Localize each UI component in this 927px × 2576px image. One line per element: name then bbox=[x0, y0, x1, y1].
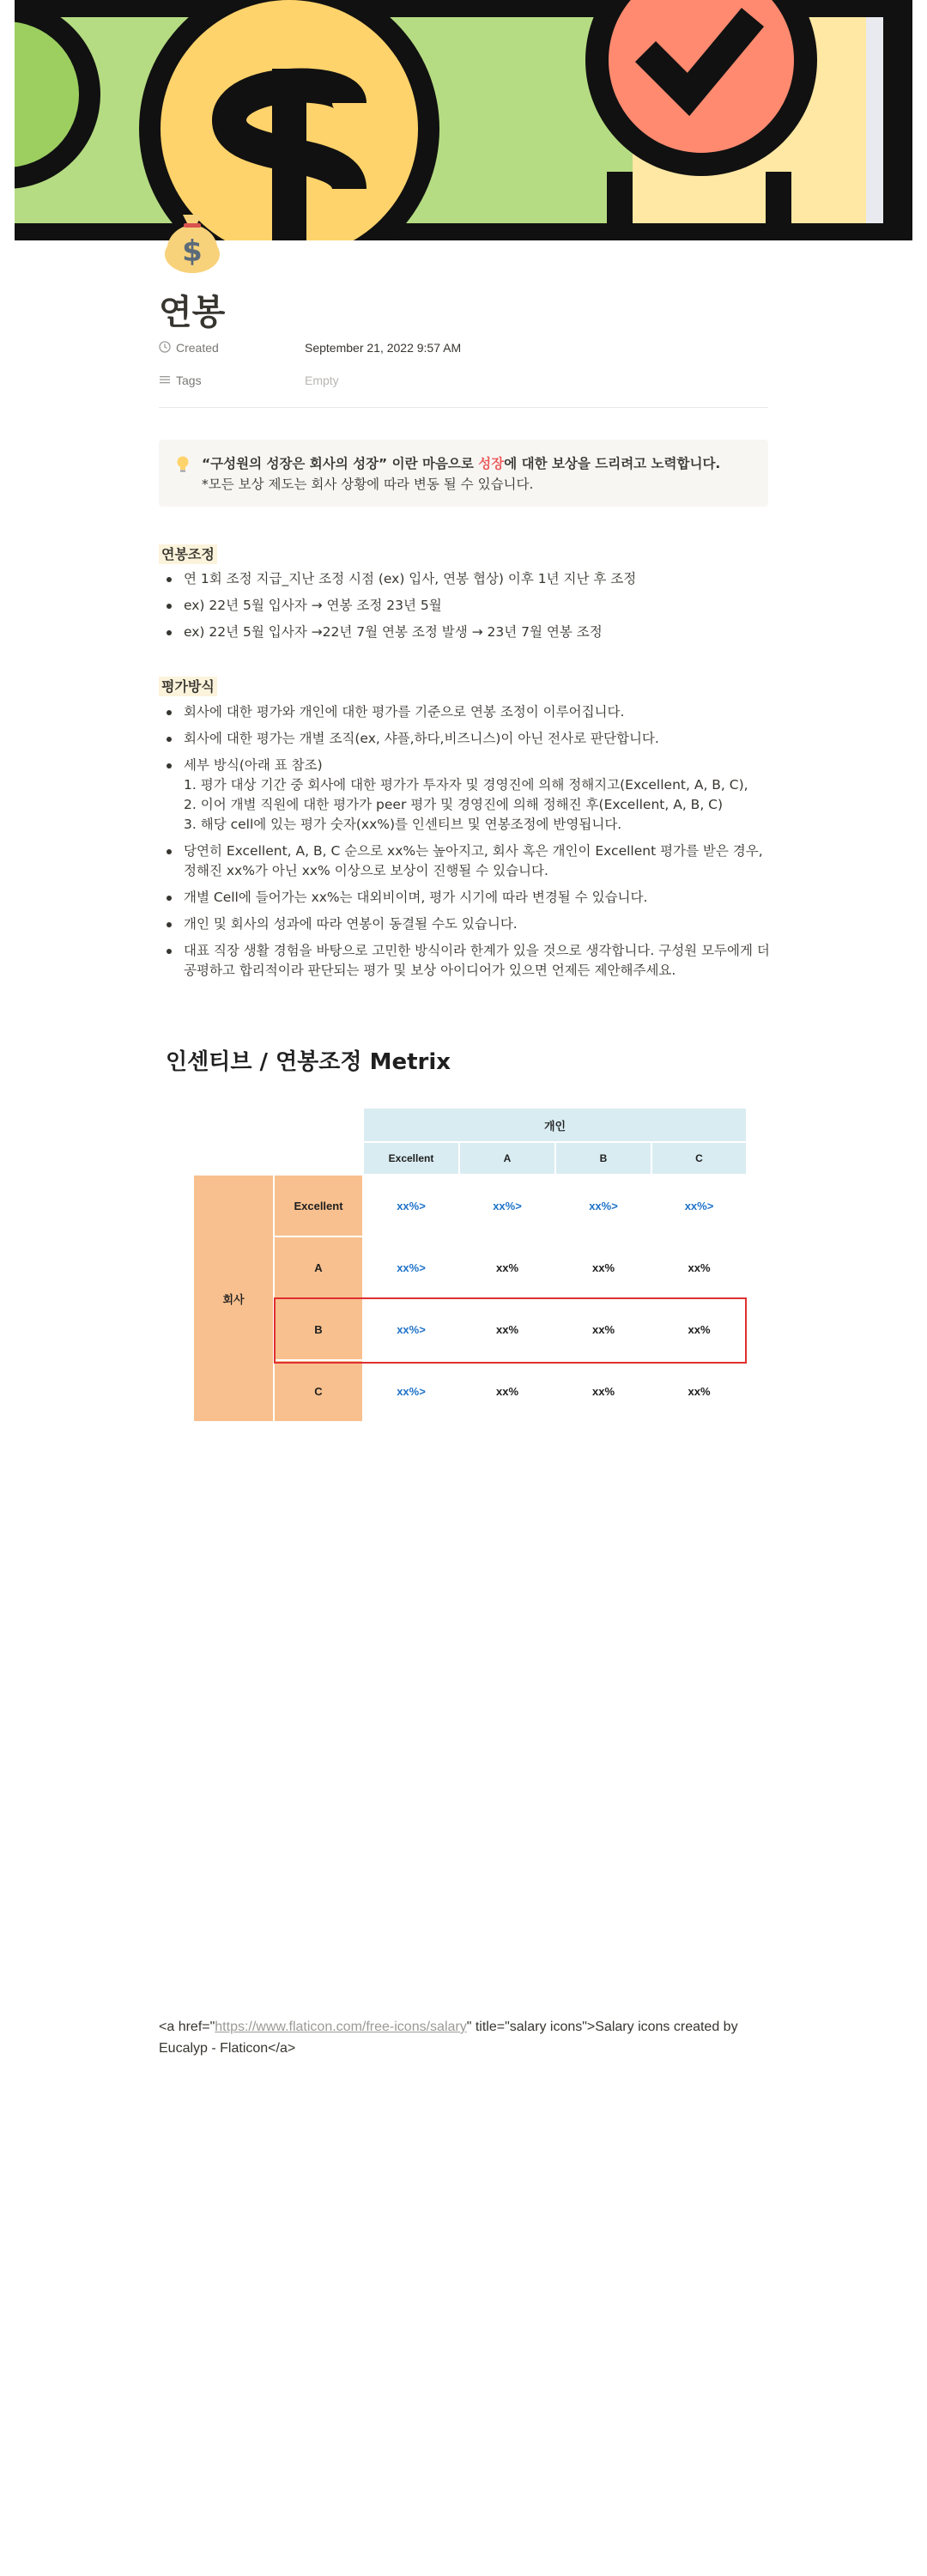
section-title-evaluation-method: 평가방식 bbox=[159, 676, 217, 696]
attribution-link[interactable]: https://www.flaticon.com/free-icons/salary bbox=[215, 2020, 467, 2034]
property-created-value: September 21, 2022 9:57 AM bbox=[305, 341, 462, 355]
matrix-col-header: A bbox=[459, 1142, 555, 1175]
cover-image bbox=[15, 0, 912, 240]
salary-adjustment-list bbox=[159, 569, 777, 649]
list-item bbox=[159, 756, 777, 835]
svg-text:$: $ bbox=[182, 234, 203, 269]
callout-text-highlight: 성장 bbox=[478, 456, 505, 471]
evaluation-method-list bbox=[159, 702, 777, 987]
matrix-cell: xx% bbox=[555, 1360, 651, 1422]
attribution-text bbox=[159, 2016, 768, 2059]
matrix-cell: xx%> bbox=[363, 1175, 459, 1236]
matrix-col-header: C bbox=[651, 1142, 747, 1175]
property-created-label: Created bbox=[176, 341, 219, 355]
money-bag-icon[interactable] bbox=[157, 203, 227, 273]
callout-text-note: *모든 보상 제도는 회사 상황에 따라 변동 될 수 있습니다. bbox=[202, 477, 534, 492]
list-item: 개인 및 회사의 성과에 따라 연봉이 동결될 수도 있습니다. bbox=[159, 914, 777, 934]
matrix-col-header: B bbox=[555, 1142, 651, 1175]
list-icon bbox=[159, 374, 171, 388]
callout-block bbox=[159, 440, 768, 507]
matrix-row-header: B bbox=[274, 1298, 363, 1360]
properties-divider bbox=[159, 407, 768, 408]
list-item-sub: 1. 평가 대상 기간 중 회사에 대한 평가가 투자자 및 경영진에 의해 정해지고(Excellent, A, B, C), bbox=[184, 777, 748, 793]
attribution-part2: " title="salary icons">Salary icons created by Eucalyp - Flaticon</a> bbox=[159, 2020, 738, 2056]
list-item-sub: 3. 해당 cell에 있는 평가 숫자(xx%)를 인센티브 및 연봉조정에 반영됩니다. bbox=[184, 817, 622, 832]
matrix-cell: xx% bbox=[459, 1236, 555, 1298]
matrix-cell: xx% bbox=[651, 1236, 747, 1298]
page-title[interactable]: 연봉 bbox=[159, 293, 226, 332]
list-item: ex) 22년 5월 입사자 → 연봉 조정 23년 5월 bbox=[159, 596, 777, 616]
matrix-cell: xx% bbox=[651, 1298, 747, 1360]
matrix-cell: xx%> bbox=[555, 1175, 651, 1236]
attribution-part1: <a href=" bbox=[159, 2020, 215, 2034]
matrix-cell: xx% bbox=[555, 1298, 651, 1360]
list-item: 연 1회 조정 지급_지난 조정 시점 (ex) 입사, 연봉 협상) 이후 1년 지난 후 조정 bbox=[159, 569, 777, 589]
matrix-cell: xx%> bbox=[459, 1175, 555, 1236]
matrix-row-header: A bbox=[274, 1236, 363, 1298]
list-item-text: 세부 방식(아래 표 참조) bbox=[184, 757, 323, 773]
matrix-cell: xx% bbox=[651, 1360, 747, 1422]
matrix-cell: xx%> bbox=[363, 1236, 459, 1298]
incentive-matrix bbox=[193, 1108, 747, 1417]
list-item: 개별 Cell에 들어가는 xx%는 대외비이며, 평가 시기에 따라 변경될 수 있습니다. bbox=[159, 888, 777, 908]
property-created bbox=[159, 333, 768, 362]
matrix-cell: xx% bbox=[459, 1298, 555, 1360]
property-tags-value[interactable]: Empty bbox=[305, 374, 339, 387]
matrix-col-header: Excellent bbox=[363, 1142, 459, 1175]
list-item: 회사에 대한 평가와 개인에 대한 평가를 기준으로 연봉 조정이 이루어집니다. bbox=[159, 702, 777, 722]
property-tags[interactable] bbox=[159, 366, 768, 395]
clock-icon bbox=[159, 341, 171, 355]
matrix-cell: xx%> bbox=[651, 1175, 747, 1236]
matrix-individual-header: 개인 bbox=[363, 1108, 747, 1142]
list-item: 당연히 Excellent, A, B, C 순으로 xx%는 높아지고, 회사 혹은 개인이 Excellent 평가를 받은 경우, 정해진 xx%가 아닌 xx% 이상으로 보상이 진행될 수 있습니다. bbox=[159, 841, 777, 881]
list-item: 대표 직장 생활 경험을 바탕으로 고민한 방식이라 한계가 있을 것으로 생각합니다. 구성원 모두에게 더 공평하고 합리적이라 판단되는 평가 및 보상 아이디어가 있으면 언제든 제안해주세요. bbox=[159, 941, 777, 981]
list-item: ex) 22년 5월 입사자 →22년 7월 연봉 조정 발생 → 23년 7월 연봉 조정 bbox=[159, 623, 777, 642]
matrix-company-header: 회사 bbox=[193, 1175, 274, 1422]
matrix-cell: xx% bbox=[555, 1236, 651, 1298]
matrix-row-header: C bbox=[274, 1360, 363, 1422]
matrix-cell: xx% bbox=[459, 1360, 555, 1422]
list-item: 회사에 대한 평가는 개별 조직(ex, 샤플,하다,비즈니스)이 아닌 전사로 판단합니다. bbox=[159, 729, 777, 749]
matrix-title: 인센티브 / 연봉조정 Metrix bbox=[166, 1049, 451, 1075]
callout-text-part1: “구성원의 성장은 회사의 성장” 이란 마음으로 bbox=[202, 456, 479, 471]
matrix-row-header: Excellent bbox=[274, 1175, 363, 1236]
lightbulb-icon bbox=[174, 455, 191, 476]
property-tags-label: Tags bbox=[176, 374, 202, 387]
list-item-sub: 2. 이어 개별 직원에 대한 평가가 peer 평가 및 경영진에 의해 정해진 후(Excellent, A, B, C) bbox=[184, 797, 724, 812]
matrix-cell: xx%> bbox=[363, 1298, 459, 1360]
callout-text-part2: 에 대한 보상을 드리려고 노력합니다. bbox=[504, 456, 721, 471]
matrix-cell: xx%> bbox=[363, 1360, 459, 1422]
section-title-salary-adjustment: 연봉조정 bbox=[159, 544, 217, 563]
